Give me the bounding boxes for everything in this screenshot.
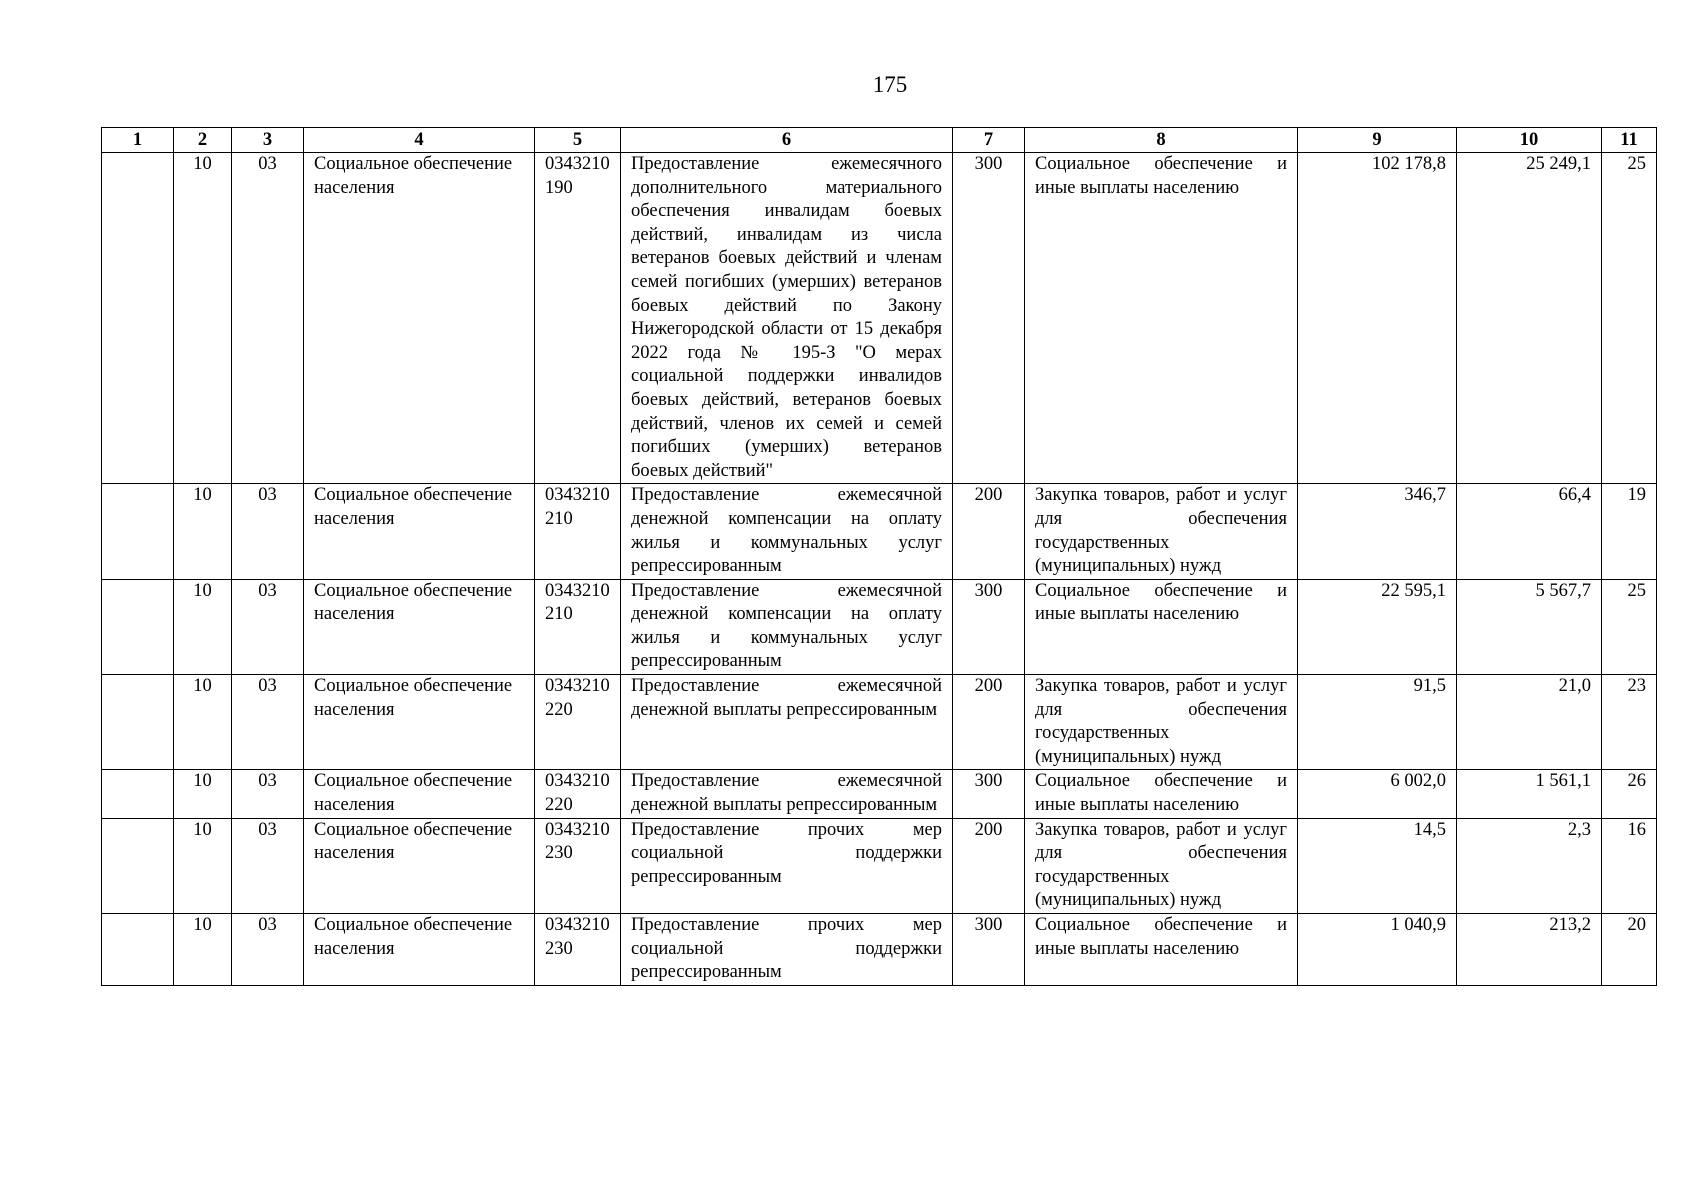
table-row — [102, 579, 1657, 674]
cell-target-name: Предоставление ежемесячного дополнительного материального обеспечения инвалидам боевых действий, инвалидам из числа ветеранов боевых действий и членам семей погибших (умерших) ветеранов боевых действий по Закону Нижегородской области от 15 декабря 2022 года № 195-З "О мерах социальной поддержки инвалидов боевых действий, ветеранов боевых действий, членов их семей и семей погибших (умерших) ветеранов боевых действий" — [621, 153, 953, 484]
cell-value-col10: 2,3 — [1457, 818, 1602, 913]
cell-value-col11: 26 — [1602, 770, 1657, 818]
cell-value-col9: 22 595,1 — [1298, 579, 1457, 674]
cell-expense-type-code: 300 — [953, 153, 1025, 484]
column-header: 11 — [1602, 128, 1657, 153]
cell-target-code: 0343210220 — [535, 675, 621, 770]
cell-subsection: 03 — [232, 484, 304, 579]
cell-value-col9: 6 002,0 — [1298, 770, 1457, 818]
cell-subsection: 03 — [232, 153, 304, 484]
cell-value-col11: 25 — [1602, 579, 1657, 674]
column-header: 1 — [102, 128, 174, 153]
cell-col1 — [102, 914, 174, 986]
cell-target-name: Предоставление прочих мер социальной поддержки репрессированным — [621, 818, 953, 913]
cell-value-col11: 20 — [1602, 914, 1657, 986]
cell-value-col11: 23 — [1602, 675, 1657, 770]
cell-subsection: 03 — [232, 914, 304, 986]
column-header: 8 — [1025, 128, 1298, 153]
cell-target-name: Предоставление ежемесячной денежной выплаты репрессированным — [621, 770, 953, 818]
cell-expense-type-code: 200 — [953, 484, 1025, 579]
cell-col1 — [102, 818, 174, 913]
cell-expense-type-code: 300 — [953, 579, 1025, 674]
cell-subsection-name: Социальное обеспечение населения — [304, 818, 535, 913]
cell-expense-type-code: 300 — [953, 770, 1025, 818]
budget-table — [101, 127, 1657, 986]
cell-target-name: Предоставление ежемесячной денежной выплаты репрессированным — [621, 675, 953, 770]
cell-target-code: 0343210210 — [535, 484, 621, 579]
cell-target-name: Предоставление прочих мер социальной поддержки репрессированным — [621, 914, 953, 986]
table-row — [102, 770, 1657, 818]
cell-subsection: 03 — [232, 675, 304, 770]
cell-col1 — [102, 770, 174, 818]
cell-value-col11: 19 — [1602, 484, 1657, 579]
cell-target-code: 0343210220 — [535, 770, 621, 818]
cell-section: 10 — [174, 153, 232, 484]
cell-subsection-name: Социальное обеспечение населения — [304, 484, 535, 579]
cell-subsection-name: Социальное обеспечение населения — [304, 153, 535, 484]
cell-section: 10 — [174, 484, 232, 579]
cell-expense-type-name: Социальное обеспечение и иные выплаты населению — [1025, 153, 1298, 484]
cell-value-col9: 14,5 — [1298, 818, 1457, 913]
column-header: 10 — [1457, 128, 1602, 153]
cell-subsection-name: Социальное обеспечение населения — [304, 675, 535, 770]
column-header: 3 — [232, 128, 304, 153]
table-header-row — [102, 128, 1657, 153]
cell-value-col10: 21,0 — [1457, 675, 1602, 770]
cell-expense-type-name: Закупка товаров, работ и услуг для обеспечения государственных (муниципальных) нужд — [1025, 484, 1298, 579]
cell-target-code: 0343210230 — [535, 914, 621, 986]
cell-expense-type-name: Закупка товаров, работ и услуг для обеспечения государственных (муниципальных) нужд — [1025, 675, 1298, 770]
cell-expense-type-name: Социальное обеспечение и иные выплаты населению — [1025, 770, 1298, 818]
cell-expense-type-name: Социальное обеспечение и иные выплаты населению — [1025, 914, 1298, 986]
cell-value-col9: 91,5 — [1298, 675, 1457, 770]
cell-target-code: 0343210230 — [535, 818, 621, 913]
cell-subsection-name: Социальное обеспечение населения — [304, 579, 535, 674]
column-header: 5 — [535, 128, 621, 153]
cell-subsection: 03 — [232, 770, 304, 818]
cell-section: 10 — [174, 914, 232, 986]
cell-value-col10: 1 561,1 — [1457, 770, 1602, 818]
table-row — [102, 818, 1657, 913]
cell-subsection-name: Социальное обеспечение населения — [304, 914, 535, 986]
cell-subsection: 03 — [232, 579, 304, 674]
cell-value-col10: 25 249,1 — [1457, 153, 1602, 484]
column-header: 2 — [174, 128, 232, 153]
cell-target-name: Предоставление ежемесячной денежной компенсации на оплату жилья и коммунальных услуг репрессированным — [621, 484, 953, 579]
cell-value-col10: 213,2 — [1457, 914, 1602, 986]
cell-value-col9: 1 040,9 — [1298, 914, 1457, 986]
table-row — [102, 484, 1657, 579]
cell-expense-type-name: Социальное обеспечение и иные выплаты населению — [1025, 579, 1298, 674]
cell-value-col9: 102 178,8 — [1298, 153, 1457, 484]
cell-section: 10 — [174, 675, 232, 770]
cell-expense-type-name: Закупка товаров, работ и услуг для обеспечения государственных (муниципальных) нужд — [1025, 818, 1298, 913]
table-row — [102, 153, 1657, 484]
cell-expense-type-code: 200 — [953, 675, 1025, 770]
column-header: 9 — [1298, 128, 1457, 153]
column-header: 4 — [304, 128, 535, 153]
cell-col1 — [102, 675, 174, 770]
column-header: 7 — [953, 128, 1025, 153]
cell-section: 10 — [174, 818, 232, 913]
cell-value-col10: 66,4 — [1457, 484, 1602, 579]
cell-col1 — [102, 484, 174, 579]
cell-subsection-name: Социальное обеспечение населения — [304, 770, 535, 818]
cell-target-code: 0343210210 — [535, 579, 621, 674]
column-header: 6 — [621, 128, 953, 153]
table-row — [102, 675, 1657, 770]
cell-value-col10: 5 567,7 — [1457, 579, 1602, 674]
page-number: 175 — [872, 72, 908, 97]
cell-subsection: 03 — [232, 818, 304, 913]
cell-value-col9: 346,7 — [1298, 484, 1457, 579]
cell-col1 — [102, 579, 174, 674]
cell-expense-type-code: 300 — [953, 914, 1025, 986]
cell-section: 10 — [174, 579, 232, 674]
cell-target-name: Предоставление ежемесячной денежной компенсации на оплату жилья и коммунальных услуг репрессированным — [621, 579, 953, 674]
cell-value-col11: 25 — [1602, 153, 1657, 484]
cell-target-code: 0343210190 — [535, 153, 621, 484]
cell-expense-type-code: 200 — [953, 818, 1025, 913]
table-row — [102, 914, 1657, 986]
cell-section: 10 — [174, 770, 232, 818]
cell-col1 — [102, 153, 174, 484]
cell-value-col11: 16 — [1602, 818, 1657, 913]
